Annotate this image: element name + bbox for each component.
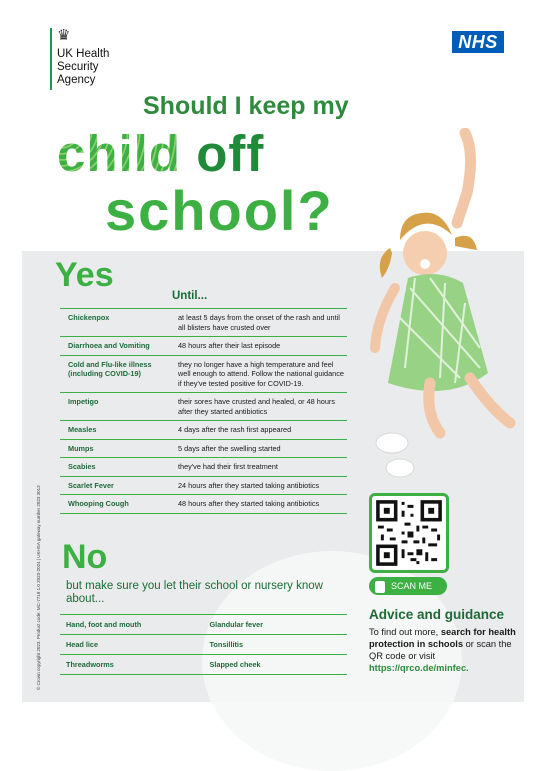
- advice-body: [369, 626, 519, 674]
- scan-me-button[interactable]: [369, 577, 447, 595]
- qr-code[interactable]: [369, 493, 449, 573]
- phone-icon: [375, 581, 385, 593]
- illness-name: Impetigo: [68, 397, 99, 406]
- table-row: [60, 654, 347, 675]
- advice-link[interactable]: https://qrco.de/minfec.: [369, 663, 469, 673]
- illness-name: Mumps: [68, 443, 94, 453]
- exclusion-period: 24 hours after they started taking antibiotics: [178, 480, 320, 490]
- no-table: [60, 614, 347, 675]
- advice-search-text: search for health protection in schools: [369, 627, 516, 649]
- nhs-logo: NHS: [452, 31, 504, 53]
- table-row: [60, 439, 347, 458]
- illness-name: Whooping Cough: [68, 499, 129, 508]
- table-row: [60, 355, 347, 393]
- condition-name: Slapped cheek: [209, 660, 261, 669]
- illness-name: Cold and Flu-like illness (including COVID-19): [68, 359, 152, 378]
- condition-name: Head lice: [66, 640, 99, 649]
- title-line-3: school?: [105, 179, 334, 242]
- illness-name: Scarlet Fever: [68, 480, 114, 490]
- table-row: [60, 336, 347, 355]
- exclusion-period: 4 days after the rash first appeared: [178, 425, 292, 434]
- title-off: off: [196, 125, 265, 182]
- no-heading: No: [62, 538, 108, 576]
- logo-bar: [50, 28, 52, 90]
- table-row: [60, 494, 347, 514]
- table-row: [60, 392, 347, 420]
- title-child: child: [57, 125, 182, 182]
- exclusion-period: they no longer have a high temperature and feel well enough to attend. Follow the national guidance if they've tested positive for COVID-19.: [178, 359, 344, 388]
- table-row: [60, 420, 347, 439]
- org-name: UK Health Security Agency: [57, 48, 110, 86]
- illness-name: Scabies: [68, 462, 96, 471]
- illness-name: Diarrhoea and Vomiting: [68, 341, 150, 350]
- yes-table: [60, 308, 347, 514]
- exclusion-period: 5 days after the swelling started: [178, 443, 281, 453]
- title-line-1: Should I keep my: [143, 92, 349, 120]
- table-row: [60, 614, 347, 634]
- exclusion-period: 48 hours after they started taking antibiotics: [178, 499, 320, 508]
- royal-crest-icon: ♛: [57, 27, 71, 44]
- advice-text: To find out more,: [369, 627, 441, 637]
- condition-name: Tonsillitis: [209, 640, 244, 649]
- illness-name: Measles: [68, 425, 97, 434]
- qr-code-icon: [372, 496, 446, 570]
- condition-name: Threadworms: [66, 660, 114, 669]
- yes-heading: Yes: [55, 256, 114, 294]
- table-row: [60, 308, 347, 336]
- advice-title: Advice and guidance: [369, 607, 505, 622]
- exclusion-period: they've had their first treatment: [178, 462, 278, 471]
- condition-name: Hand, foot and mouth: [66, 620, 142, 629]
- table-row: [60, 634, 347, 654]
- no-subtitle: but make sure you let their school or nursery know about...: [66, 580, 323, 605]
- copyright-text: © Crown copyright 2023. Product code: MC-7718 1.0 2023-2024 | UKHSA gateway number 2023 3013: [36, 485, 41, 690]
- exclusion-period: at least 5 days from the onset of the rash and until all blisters have crusted over: [178, 313, 340, 332]
- illness-name: Chickenpox: [68, 313, 110, 322]
- ukhsa-logo: [50, 28, 109, 90]
- until-label: Until...: [172, 290, 208, 302]
- scan-me-label: SCAN ME: [391, 581, 433, 591]
- table-row: [60, 476, 347, 495]
- exclusion-period: their sores have crusted and healed, or 48 hours after they started antibiotics: [178, 397, 335, 416]
- exclusion-period: 48 hours after their last episode: [178, 341, 281, 350]
- jumping-girl-illustration: [370, 128, 530, 488]
- table-row: [60, 457, 347, 476]
- title-line-2: [57, 124, 264, 183]
- condition-name: Glandular fever: [209, 620, 264, 629]
- advice-text: or scan the QR code or visit: [369, 639, 512, 661]
